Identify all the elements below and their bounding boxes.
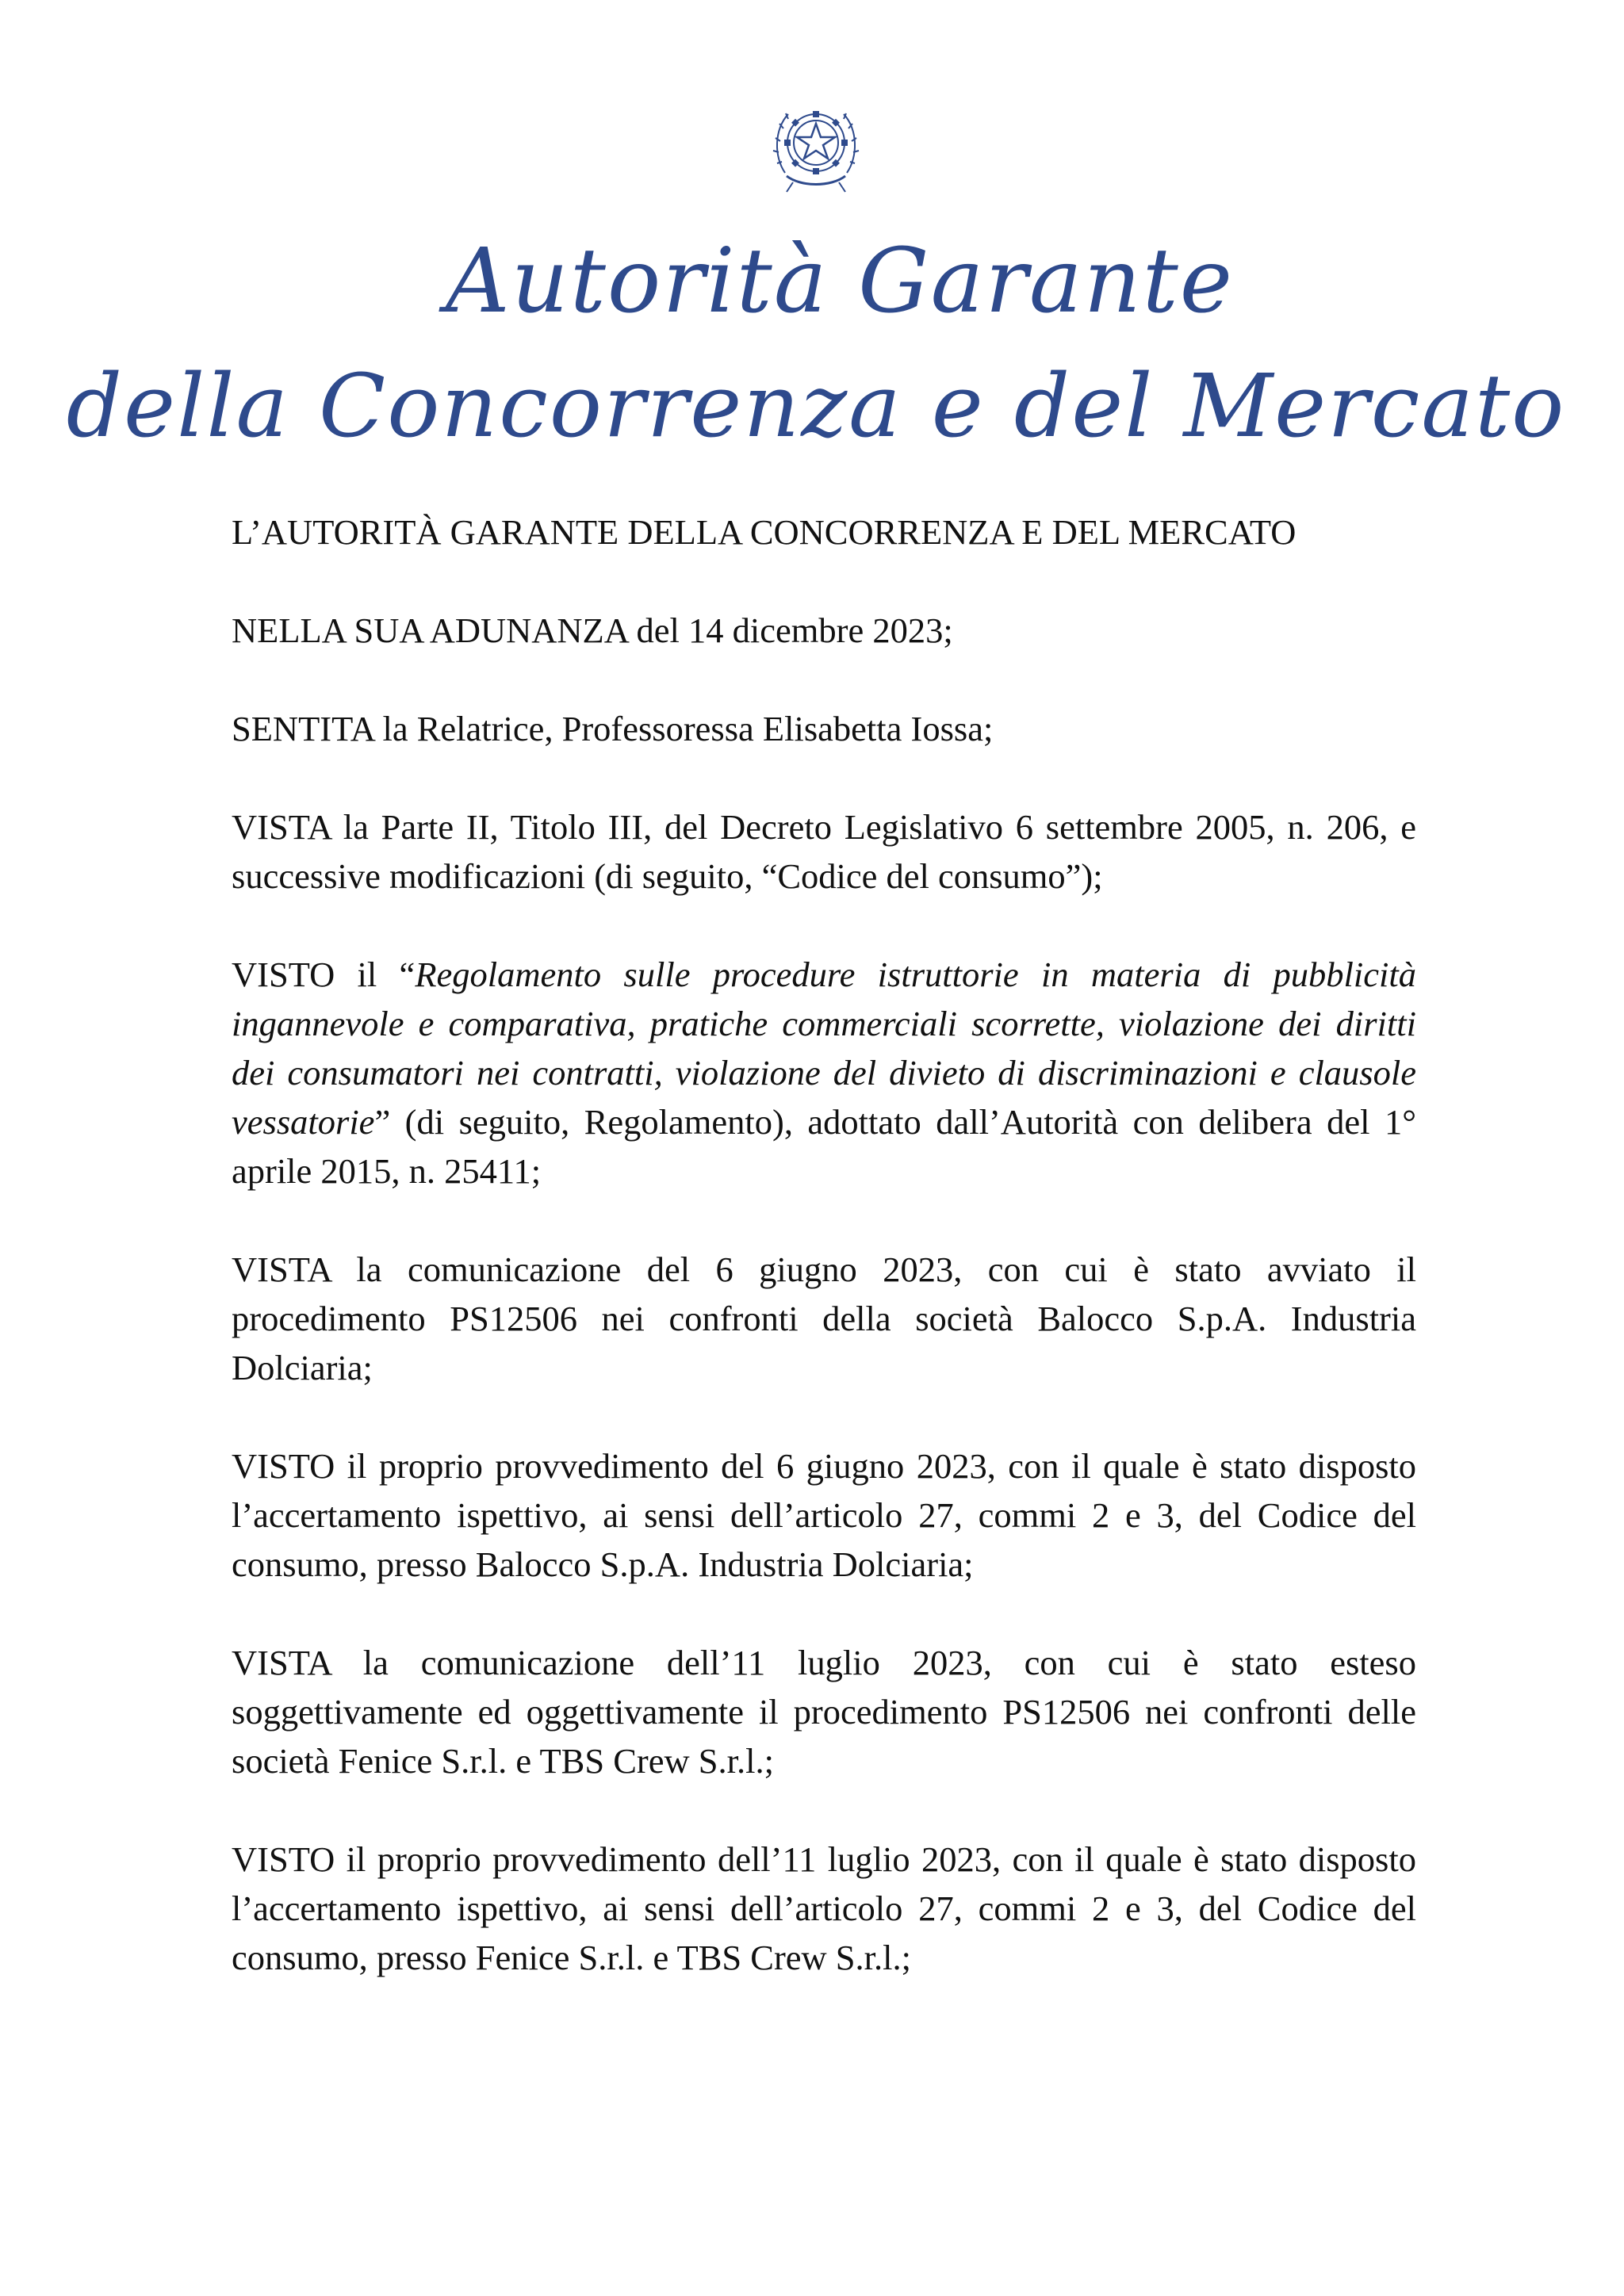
regolamento-title: Regolamento sulle procedure istruttorie in materia di pubblicità ingannevole e comparativa, pratiche commerciali scorrette, violazione dei diritti dei consumatori nei contratti, violazione del divieto di discriminazioni e clausole vessatorie (232, 955, 1416, 1142)
italian-republic-emblem-icon (769, 94, 863, 201)
paragraph-sentita: SENTITA la Relatrice, Professoressa Elisabetta Iossa; (232, 709, 994, 748)
paragraph-visto-provvedimento-1: VISTO il proprio provvedimento del 6 giugno 2023, con il quale è stato disposto l’accertamento ispettivo, ai sensi dell’articolo 27, commi 2 e 3, del Codice del consumo, presso Balocco S.p.A. Industria Dolciaria; (232, 1446, 1416, 1584)
paragraph-adunanza: NELLA SUA ADUNANZA del 14 dicembre 2023; (232, 610, 953, 650)
paragraph-vista-parte: VISTA la Parte II, Titolo III, del Decreto Legislativo 6 settembre 2005, n. 206, e successive modificazioni (di seguito, “Codice del consumo”); (232, 807, 1416, 896)
regolamento-prefix: VISTO il “ (232, 955, 416, 994)
paragraph-vista-comunicazione-2: VISTA la comunicazione dell’11 luglio 2023, con cui è stato esteso soggettivamente ed oggettivamente il procedimento PS12506 nei confronti delle società Fenice S.r.l. e TBS Crew S.r.l.; (232, 1643, 1416, 1781)
paragraph-visto-provvedimento-2: VISTO il proprio provvedimento dell’11 luglio 2023, con il quale è stato disposto l’accertamento ispettivo, ai sensi dell’articolo 27, commi 2 e 3, del Codice del consumo, presso Fenice S.r.l. e TBS Crew S.r.l.; (232, 1839, 1416, 1977)
letterhead-title-line-2: della Concorrenza e del Mercato (66, 355, 1566, 457)
paragraph-visto-regolamento (232, 950, 1416, 1196)
regolamento-suffix: ” (di seguito, Regolamento), adottato dall’Autorità con delibera del 1° aprile 2015, n. 25411; (232, 1102, 1416, 1191)
document-heading: L’AUTORITÀ GARANTE DELLA CONCORRENZA E DEL MERCATO (232, 512, 1297, 552)
paragraph-vista-comunicazione-1: VISTA la comunicazione del 6 giugno 2023, con cui è stato avviato il procedimento PS12506 nei confronti della società Balocco S.p.A. Industria Dolciaria; (232, 1249, 1416, 1387)
letterhead-title-line-1: Autorità Garante (445, 230, 1235, 333)
document-body (232, 507, 1416, 2031)
